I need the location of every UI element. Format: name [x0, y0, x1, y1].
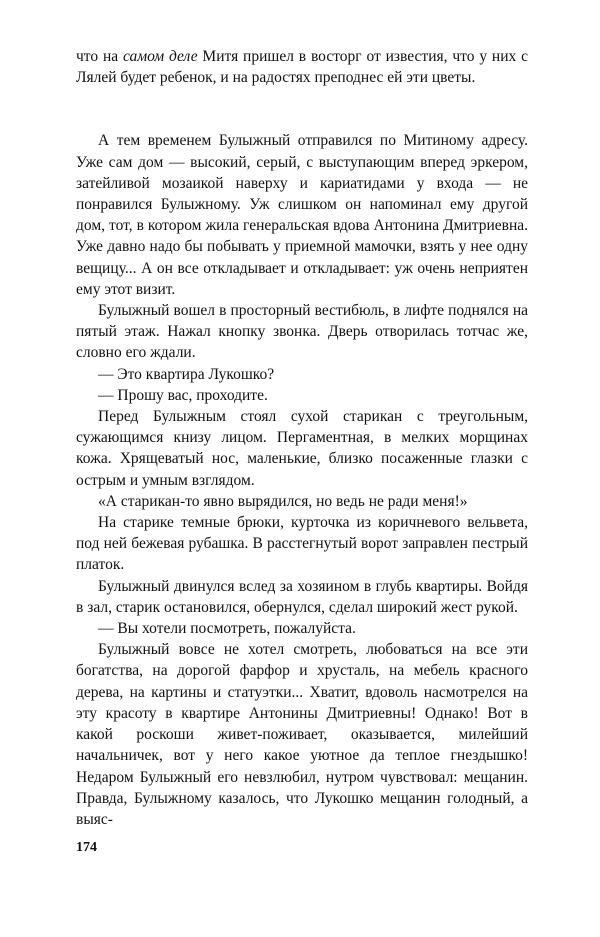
- dialogue-line: — Прошу вас, проходите.: [98, 386, 268, 404]
- inner-thought: «А старикан-то явно вырядился, но ведь не ради меня!»: [98, 492, 468, 510]
- dialogue-line: — Вы хотели посмотреть, пожалуйста.: [98, 620, 356, 638]
- paragraph: Булыжный вошел в просторный вестибюль, в лифте поднялся на пятый этаж. Нажал кнопку звонка. Дверь отворилась тотчас же, словно его ждали.: [76, 302, 528, 362]
- paragraph: Булыжный двинулся вслед за хозяином в глубь квартиры. Войдя в зал, старик остановился, обернулся, сделал широкий жест рукой.: [76, 577, 528, 616]
- text-run: что на: [76, 48, 123, 65]
- emphasis-text: самом деле: [123, 48, 198, 65]
- dialogue-line: — Это квартира Лукошко?: [98, 365, 275, 383]
- text-run: Митя пришел в восторг от известия, что у них с Лялей будет ребенок, и на радостях преподнес ей эти цветы.: [76, 48, 528, 87]
- paragraph: А тем временем Булыжный отправился по Митиному адресу. Уже сам дом — высокий, серый, с выступающим вперед эркером, затейливой мозаикой наверху и кариатидами у входа — не понравился Булыжному. Уж слишком он напоминал ему другой дом, тот, в котором жила генеральская вдова Антонина Дмитриевна. Уже давно надо бы побывать у приемной мамочки, взять у нее одну вещицу... А он все откладывает и откладывает: уж очень неприятен ему этот визит.: [76, 132, 528, 298]
- page-body: [76, 46, 528, 830]
- paragraph: Перед Булыжным стоял сухой старикан с треугольным, сужающимся книзу лицом. Пергаментная, в мелких морщинах кожа. Хрящеватый нос, маленькие, близко посаженные глазки с острым и умным взглядом.: [76, 408, 528, 489]
- section-break: [76, 88, 528, 130]
- paragraph: Булыжный вовсе не хотел смотреть, любоваться на все эти богатства, на дорогой фарфор и хрусталь, на мебель красного дерева, на картины и статуэтки... Хватит, вдоволь насмотрелся на эту красоту в квартире Антонины Дмитриевны! Однако! Вот в какой роскоши живет-поживает, оказывается, милейший начальничек, вот у него какое уютное да теплое гнездышко! Недаром Булыжный его невзлюбил, нутром чувствовал: мещанин. Правда, Булыжному казалось, что Лукошко мещанин голодный, а выяс-: [76, 641, 528, 828]
- paragraph-continuation: [76, 46, 528, 88]
- page-number: 174: [76, 840, 97, 855]
- paragraph: На старике темные брюки, курточка из коричневого вельвета, под ней бежевая рубашка. В расстегнутый ворот заправлен пестрый платок.: [76, 514, 528, 574]
